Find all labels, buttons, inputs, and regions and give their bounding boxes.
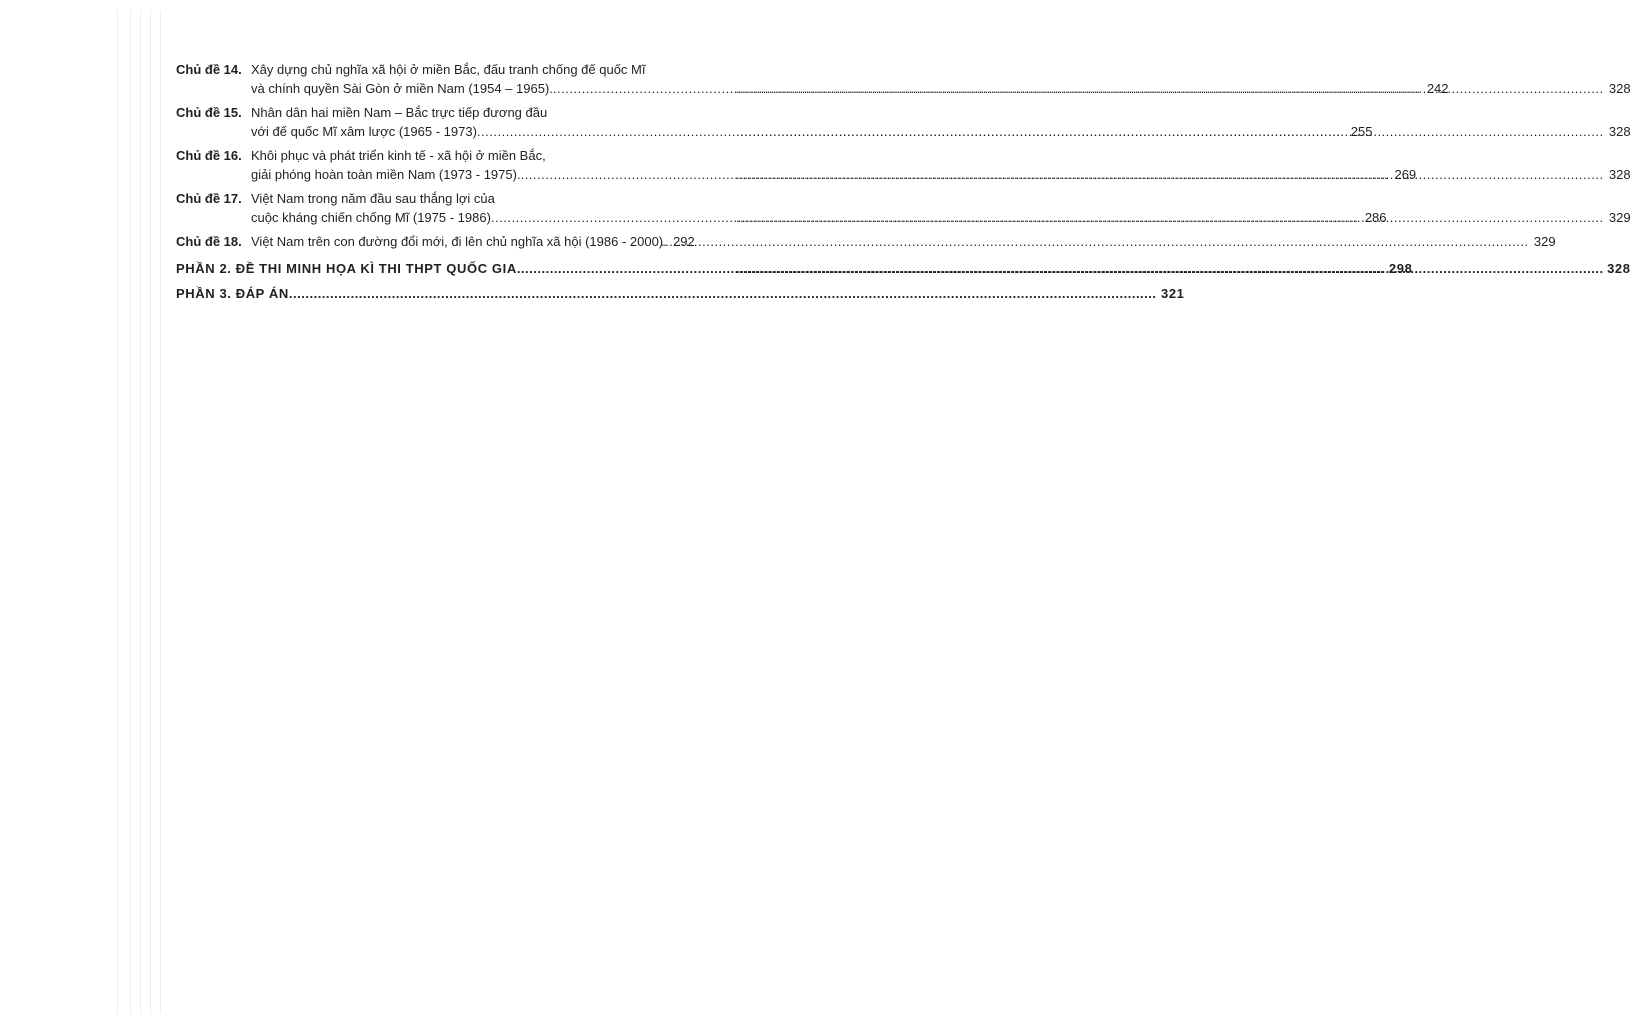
toc-entry-17 bbox=[176, 189, 1631, 227]
entry-label: Chủ đề 17. bbox=[176, 191, 242, 206]
entry-title: Nhân dân hai miền Nam – Bắc trực tiếp đương đầu bbox=[251, 105, 548, 120]
toc-entry-16 bbox=[176, 146, 1631, 184]
dot-leader bbox=[736, 79, 1604, 98]
entry-title: Xây dựng chủ nghĩa xã hội ở miền Bắc, đấu tranh chống đế quốc Mĩ bbox=[251, 62, 646, 77]
dot-leader bbox=[736, 122, 1604, 141]
entry-title: Khôi phục và phát triển kinh tế - xã hội ở miền Bắc, bbox=[251, 148, 546, 163]
dot-leader bbox=[736, 259, 1604, 278]
entry-title-continued: với đế quốc Mĩ xâm lược (1965 - 1973) bbox=[251, 124, 477, 139]
toc-part-2 bbox=[176, 259, 1631, 278]
part-page: 321 bbox=[1161, 286, 1185, 301]
entry-answer-page: 328 bbox=[1608, 167, 1631, 182]
entry-answer-page: 329 bbox=[1533, 234, 1556, 249]
toc-entry-18 bbox=[176, 232, 1556, 251]
entry-title: Việt Nam trong năm đầu sau thắng lợi của bbox=[251, 191, 495, 206]
dot-leader bbox=[289, 284, 1157, 303]
entry-label: Chủ đề 14. bbox=[176, 62, 242, 77]
entry-answer-page: 328 bbox=[1608, 124, 1631, 139]
toc-entry-14 bbox=[176, 60, 1631, 98]
entry-answer-page: 329 bbox=[1608, 210, 1631, 225]
part-title: PHẦN 2. ĐỀ THI MINH HỌA KÌ THI THPT QUỐC GIA bbox=[176, 261, 517, 276]
dot-leader bbox=[736, 208, 1604, 227]
part-title: PHẦN 3. ĐÁP ÁN bbox=[176, 286, 289, 301]
entry-page: 255 bbox=[1350, 124, 1373, 139]
entry-answer-page: 328 bbox=[1608, 81, 1631, 96]
part-page: 298 bbox=[1388, 261, 1413, 276]
page-binding-lines bbox=[0, 0, 170, 1024]
toc-part-3 bbox=[176, 284, 1185, 303]
entry-page: 269 bbox=[1394, 167, 1417, 182]
table-of-contents bbox=[176, 60, 1631, 309]
entry-label: Chủ đề 15. bbox=[176, 105, 242, 120]
entry-title-continued: và chính quyền Sài Gòn ở miền Nam (1954 – 1965). bbox=[251, 81, 553, 96]
entry-page: 242 bbox=[1426, 81, 1449, 96]
entry-title: Việt Nam trên con đường đổi mới, đi lên chủ nghĩa xã hội (1986 - 2000). bbox=[251, 234, 667, 249]
entry-page: 286 bbox=[1364, 210, 1387, 225]
entry-page: 292 bbox=[673, 234, 695, 249]
entry-label: Chủ đề 16. bbox=[176, 148, 242, 163]
entry-title-continued: giải phóng hoàn toàn miền Nam (1973 - 1975). bbox=[251, 167, 521, 182]
part-answer-page: 328 bbox=[1607, 261, 1631, 276]
entry-title-continued: cuộc kháng chiến chống Mĩ (1975 - 1986) bbox=[251, 210, 491, 225]
entry-label: Chủ đề 18. bbox=[176, 234, 242, 249]
dot-leader bbox=[661, 232, 1529, 251]
dot-leader bbox=[736, 165, 1604, 184]
toc-entry-15 bbox=[176, 103, 1631, 141]
